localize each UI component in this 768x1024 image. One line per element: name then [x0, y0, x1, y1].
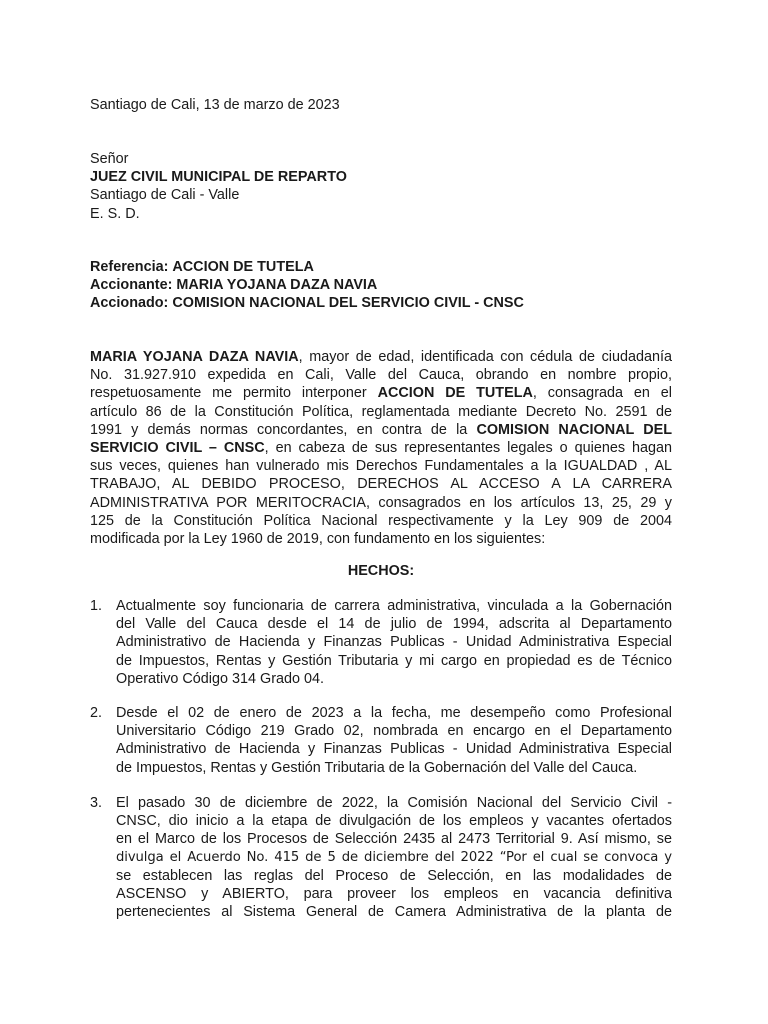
referencia-line: Referencia: ACCION DE TUTELA [90, 259, 314, 275]
reference-block [90, 258, 672, 313]
addressee [90, 150, 672, 223]
accionante-line: Accionante: MARIA YOJANA DAZA NAVIA [90, 277, 378, 294]
document-page: Santiago de Cali, 13 de marzo de 2023 Señor JUEZ CIVIL MUNICIPAL DE REPARTO Santiago de Cali - Valle E. S. D. Referencia: ACCION DE TUTELA Accionante: MARIA YOJANA DAZA NAVIA Accionado: COMISION NACIONAL DEL SERVICIO CIVIL - CNSC MARIA YOJANA DAZA NAVIA, mayor de edad, identificada con cédula de ciudadanía No. 31.927.910 expedida en Cali, Valle del Cauca, obrando en nombre propio, respetuosamente me permito interponer ACCION DE TUTELA, consagrada en el artículo 86 de la Constitución Política, reglamentada mediante Decreto No. 2591 de 1991 y demás normas concordantes, en contra de la COMISION NACIONAL DEL SERVICIO CIVIL – CNSC, en cabeza de sus representantes legales o quienes hagan sus veces, quienes han vulnerado mis Derechos Fundamentales a la IGUALDAD , AL TRABAJO, AL DEBIDO PROCESO, DERECHOS AL ACCESO A LA CARRERA ADMINISTRATIVA POR MERITOCRACIA, consagrados en los artículos 13, 25, 29 y 125 de la Constitución Política Nacional respectivamente y la Ley 909 de 2004 modificada por la Ley 1960 de 2019, con fundamento en los siguientes: HECHOS: 1. Actualmente soy funcionaria de carrera administrativa, vinculada a la Gobernación del Valle del Cauca desde el 14 de julio de 1994, adscrita al Departamento Administrativo de Hacienda y Finanzas Publicas - Unidad Administrativa Especial de Impuestos, Rentas y Gestión Tributaria y mi cargo en propiedad es de Técnico Operativo Código 314 Grado 04. 2. Desde el 02 de enero de 2023 a la fecha, me desempeño como Profesional Universitario Código 219 Grado 02, nombrada en encargo en el Departamento Administrativo de Hacienda y Finanzas Publicas - Unidad Administrativa Especial de Impuestos, Rentas y Gestión Tributaria de la Gobernación del Valle del Cauca. 3. El pasado 30 de diciembre de 2022, la Comisión Nacional del Servicio Civil - CNSC, dio inicio a la etapa de divulgación de los empleos y vacantes ofertados en el Marco de los Procesos de Selección 2435 al 2473 Territorial 9. Así mismo, se divulga el Acuerdo No. 415 de 5 de diciembre del 2022 “Por el cual se convoca y se establecen las reglas del Proceso de Selección, en las modalidades de ASCENSO y ABIERTO, para proveer los empleos en vacancia definitiva pertenecientes al Sistema General de Camera Administrativa de la planta de [90, 97, 673, 921]
date-line: Santiago de Cali, 13 de marzo de 2023 [90, 97, 340, 113]
hechos-heading: HECHOS: [347, 563, 415, 579]
salutation: Señor [90, 151, 129, 167]
intro-paragraph: MARIA YOJANA DAZA NAVIA, mayor de edad, identificada con cédula de ciudadanía No. 31.927.910 expedida en Cali, Valle del Cauca, obrando en nombre propio, respetuosamente me permito interponer ACCION DE TUTELA, consagrada en el artículo 86 de la Constitución Política, reglamentada mediante Decreto No. 2591 de 1991 y demás normas concordantes, en contra de la COMISION NACIONAL DEL SERVICIO CIVIL – CNSC, en cabeza de sus representantes legales o quienes hagan sus veces, quienes han vulnerado mis Derechos Fundamentales a la IGUALDAD , AL TRABAJO, AL DEBIDO PROCESO, DERECHOS AL ACCESO A LA CARRERA ADMINISTRATIVA POR MERITOCRACIA, consagrados en los artículos 13, 25, 29 y 125 de la Constitución Política Nacional respectivamente y la Ley 909 de 2004 modificada por la Ley 1960 de 2019, con fundamento en los siguientes: [90, 349, 673, 548]
accionado-line: Accionado: COMISION NACIONAL DEL SERVICIO CIVIL - CNSC [90, 295, 524, 312]
addressee-name: JUEZ CIVIL MUNICIPAL DE REPARTO [90, 169, 347, 186]
addressee-city: Santiago de Cali - Valle [90, 187, 240, 204]
addressee-esd: E. S. D. [90, 205, 140, 222]
